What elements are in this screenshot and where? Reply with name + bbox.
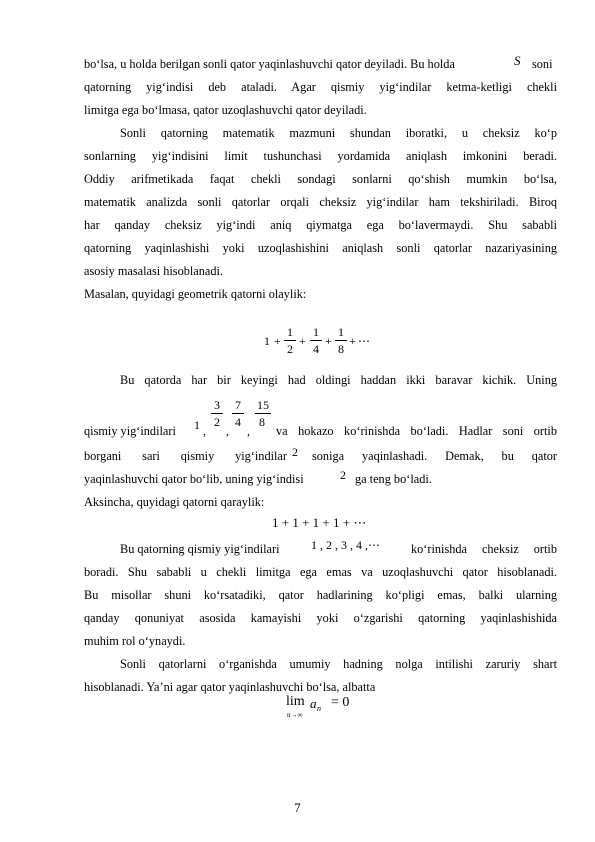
formula-dots: ⋯ [358, 334, 370, 348]
text-line: matematik analizda sonli qatorlar orqali cheksiz yig‘indilar ham tekshiriladi. Biroq [84, 195, 557, 209]
math-value: 2 [292, 445, 298, 459]
fraction-numerator: 1 [338, 325, 344, 339]
text-line: limitga ega bo‘lmasa, qator uzoqlashuvchi qator deyiladi. [84, 103, 367, 117]
text-line: soniga yaqinlashadi. Demak, bu qator [312, 449, 557, 463]
formula-lim-subscript: n→∞ [287, 711, 303, 719]
text-fragment: yaqinlashuvchi qator bo‘lib, uning yig‘indisi [84, 472, 304, 486]
fraction-bar [232, 413, 244, 414]
text-line: qatorning yig‘indisi deb ataladi. Agar qismiy yig‘indilar ketma-ketligi chekli [84, 80, 557, 94]
formula-comma: , [203, 424, 206, 438]
text-line: Masalan, quyidagi geometrik qatorni olaylik: [84, 287, 307, 301]
partial-sums-formula: 1 , 2 , 3 , 4 ,⋯ [311, 538, 380, 552]
fraction-numerator: 7 [235, 398, 241, 412]
text-line: asosiy masalasi hisoblanadi. [84, 264, 224, 278]
formula-equals: = 0 [331, 695, 350, 710]
text-line: sonlarning yig‘indisini limit tushunchasi yordamida aniqlash imkonini beradi. [84, 149, 557, 163]
fraction-denominator: 8 [338, 342, 344, 356]
text-line: qatorning yaqinlashishi yoki uzoqlashishini aniqlash sonli qatorlar nazariyasining [84, 241, 557, 255]
fraction-denominator: 2 [287, 342, 293, 356]
formula-lim: lim [286, 694, 305, 709]
text-line: Bu qatorda har bir keyingi had oldingi haddan ikki baravar kichik. Uning [120, 373, 557, 387]
formula-term: 1 [264, 334, 270, 348]
text-fragment: qismiy yig‘indilari [84, 424, 176, 438]
text-line: Bu misollar shuni ko‘rsatadiki, qator hadlarining ko‘pligi emas, balki ularning [84, 588, 557, 602]
page-number: 7 [294, 801, 301, 815]
formula-plus: + [325, 334, 332, 348]
fraction-bar [211, 413, 223, 414]
fraction-numerator: 15 [257, 398, 269, 412]
text-line: hisoblanadi. Ya’ni agar qator yaqinlashuvchi bo‘lsa, albatta [84, 680, 376, 694]
text-line: boradi. Shu sababli u chekli limitga ega emas va uzoqlashuvchi qator hisoblanadi. [84, 565, 557, 579]
fraction-denominator: 4 [313, 342, 319, 356]
fraction-denominator: 2 [214, 415, 220, 429]
formula-comma: , [226, 424, 229, 438]
text-line: Sonli qatorlarni o‘rganishda umumiy hadning nolga intilishi zaruriy shart [120, 657, 557, 671]
text-line: ko‘rinishda cheksiz ortib [411, 542, 557, 556]
formula-comma: , [247, 424, 250, 438]
formula-term: 1 [194, 418, 200, 432]
formula-subscript: n [317, 704, 321, 713]
fraction-numerator: 1 [287, 325, 293, 339]
text-line: muhim rol o‘ynaydi. [84, 634, 186, 648]
fraction-bar [284, 340, 296, 341]
fraction-numerator: 1 [313, 325, 319, 339]
text-line [84, 57, 557, 72]
formula-term: a [310, 696, 317, 711]
formula-plus: + [299, 334, 306, 348]
math-value: 2 [340, 468, 346, 482]
text-line: va hokazo ko‘rinishda bo‘ladi. Hadlar soni ortib [276, 424, 557, 438]
text-line: borgani sari qismiy yig‘indilar [84, 449, 287, 463]
formula-plus: + [274, 334, 281, 348]
fraction-bar [310, 340, 322, 341]
math-symbol: S [514, 53, 521, 68]
fraction-numerator: 3 [214, 398, 220, 412]
fraction-denominator: 4 [235, 415, 241, 429]
text-line: qanday qonuniyat asosida kamayishi yoki o‘zgarishi qatorning yaqinlashishida [84, 611, 557, 625]
fraction-bar [255, 413, 271, 414]
formula-plus: + [349, 334, 356, 348]
text-fragment: ga teng bo‘ladi. [355, 472, 432, 486]
text-fragment: soni [532, 57, 553, 71]
text-line: Sonli qatorning matematik mazmuni shundan iboratki, u cheksiz ko‘p [120, 126, 557, 140]
text-line: har qanday cheksiz yig‘indi aniq qiymatga ega bo‘lavermaydi. Shu sababli [84, 218, 557, 232]
text-fragment: Bu qatorning qismiy yig‘indilari [120, 542, 280, 556]
text-line: Aksincha, quyidagi qatorni qaraylik: [84, 495, 265, 509]
text-line: Oddiy arifmetikada faqat chekli sondagi sonlarni qo‘shish mumkin bo‘lsa, [84, 172, 557, 186]
divergent-series-formula: 1 + 1 + 1 + 1 + ⋯ [272, 515, 367, 530]
fraction-bar [335, 340, 347, 341]
text-fragment: bo‘lsa, u holda berilgan sonli qator yaqinlashuvchi qator deyiladi. Bu holda [84, 57, 455, 71]
fraction-denominator: 8 [259, 415, 265, 429]
